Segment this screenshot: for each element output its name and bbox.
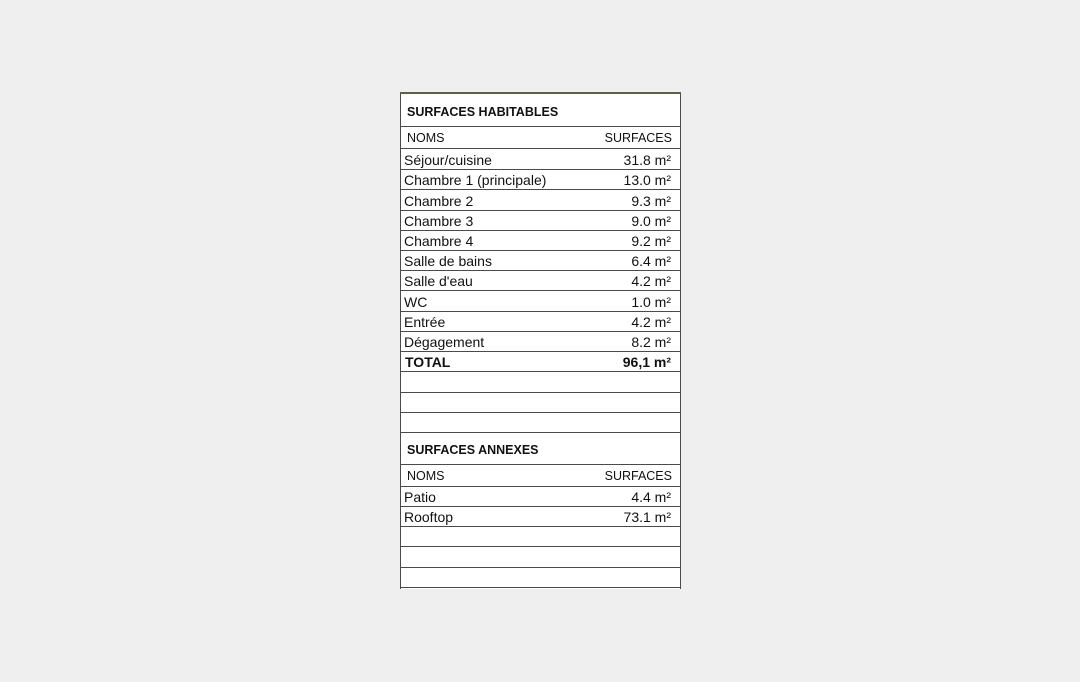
table-row bbox=[400, 487, 681, 507]
table-row bbox=[400, 291, 681, 312]
room-surface: 4.2 m² bbox=[631, 314, 671, 330]
table-row bbox=[400, 190, 681, 211]
annexes-col-surface: SURFACES bbox=[604, 469, 672, 483]
table-row bbox=[400, 507, 681, 527]
room-surface: 8.2 m² bbox=[631, 334, 671, 350]
surfaces-sheet bbox=[400, 92, 681, 589]
habitables-title: SURFACES HABITABLES bbox=[407, 105, 559, 119]
annex-surface: 4.4 m² bbox=[631, 489, 671, 505]
empty-row bbox=[400, 393, 681, 413]
room-surface: 9.2 m² bbox=[631, 233, 671, 249]
empty-row bbox=[400, 527, 681, 547]
room-surface: 9.3 m² bbox=[631, 193, 671, 209]
total-row bbox=[400, 352, 681, 372]
total-label: TOTAL bbox=[405, 354, 451, 370]
room-surface: 6.4 m² bbox=[631, 253, 671, 269]
habitables-col-name: NOMS bbox=[407, 131, 445, 145]
empty-row bbox=[400, 547, 681, 568]
empty-row bbox=[400, 413, 681, 433]
empty-row bbox=[400, 372, 681, 393]
room-name: Salle d'eau bbox=[404, 273, 473, 289]
habitables-column-header bbox=[400, 127, 681, 149]
table-row bbox=[400, 332, 681, 352]
room-surface: 1.0 m² bbox=[631, 294, 671, 310]
habitables-col-surface: SURFACES bbox=[604, 131, 672, 145]
table-row bbox=[400, 231, 681, 251]
room-surface: 4.2 m² bbox=[631, 273, 671, 289]
room-name: Chambre 4 bbox=[404, 233, 474, 249]
table-row bbox=[400, 312, 681, 332]
room-name: WC bbox=[404, 294, 428, 310]
room-name: Salle de bains bbox=[404, 253, 492, 269]
table-row bbox=[400, 211, 681, 231]
room-name: Séjour/cuisine bbox=[404, 152, 492, 168]
room-name: Chambre 1 (principale) bbox=[404, 172, 547, 188]
annex-name: Rooftop bbox=[404, 509, 454, 525]
habitables-section-header bbox=[400, 94, 681, 127]
room-name: Chambre 2 bbox=[404, 193, 474, 209]
room-name: Dégagement bbox=[404, 334, 485, 350]
annex-surface: 73.1 m² bbox=[623, 509, 671, 525]
annexes-title: SURFACES ANNEXES bbox=[407, 443, 539, 457]
annexes-column-header bbox=[400, 465, 681, 487]
room-surface: 13.0 m² bbox=[623, 172, 671, 188]
table-row bbox=[400, 170, 681, 190]
annexes-section-header bbox=[400, 433, 681, 465]
total-value: 96,1 m² bbox=[622, 354, 671, 370]
table-row bbox=[400, 271, 681, 291]
empty-row bbox=[400, 568, 681, 588]
room-surface: 31.8 m² bbox=[623, 152, 671, 168]
room-surface: 9.0 m² bbox=[631, 213, 671, 229]
table-row bbox=[400, 251, 681, 271]
room-name: Chambre 3 bbox=[404, 213, 474, 229]
annexes-col-name: NOMS bbox=[407, 469, 445, 483]
annex-name: Patio bbox=[404, 489, 436, 505]
table-row bbox=[400, 149, 681, 170]
room-name: Entrée bbox=[404, 314, 446, 330]
